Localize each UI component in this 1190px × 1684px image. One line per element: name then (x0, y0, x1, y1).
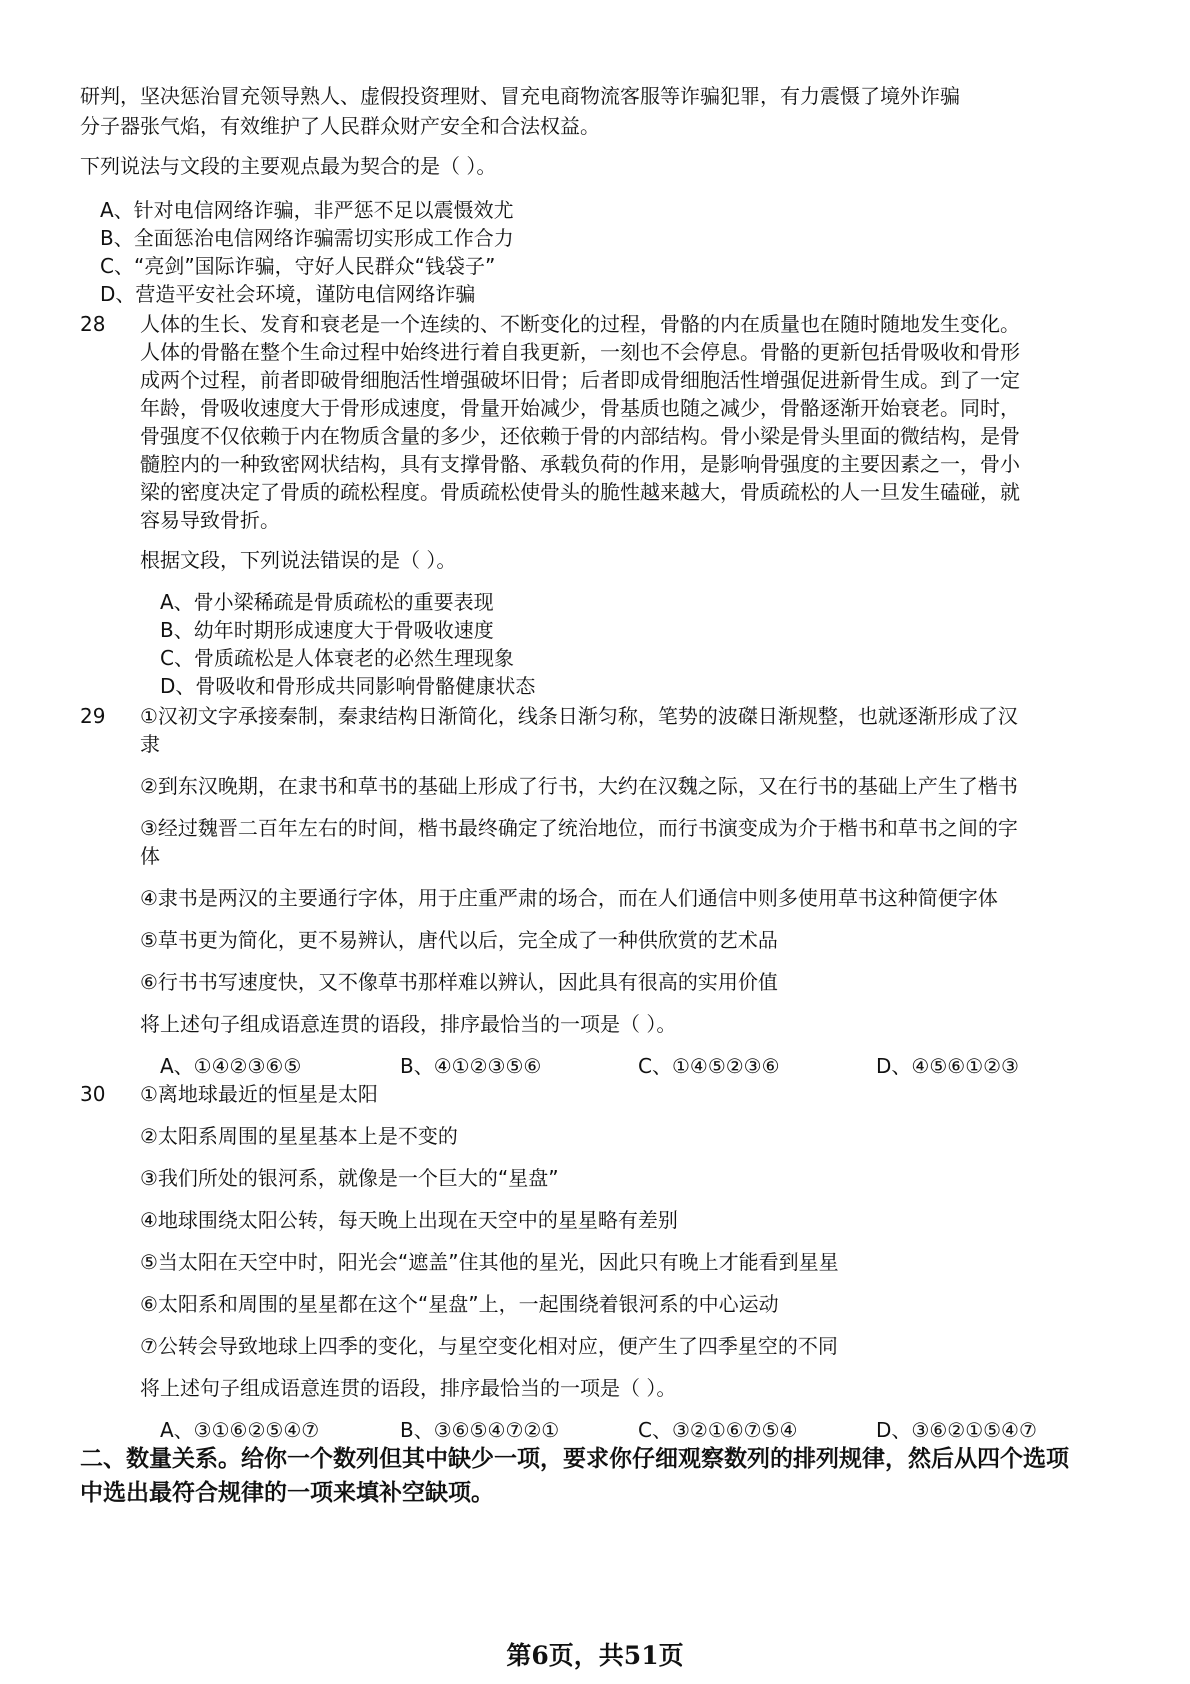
q28-passage-line: 人体的骨骼在整个生命过程中始终进行着自我更新，一刻也不会停息。骨骼的更新包括骨吸收和骨形 (140, 340, 1020, 364)
q28-option-a: A、骨小梁稀疏是骨质疏松的重要表现 (160, 590, 494, 614)
q30-sentence-2: ②太阳系周围的星星基本上是不变的 (140, 1124, 458, 1148)
q29-sentence-5: ⑤草书更为简化，更不易辨认，唐代以后，完全成了一种供欣赏的艺术品 (140, 928, 778, 952)
q27-passage-line: 分子器张气焰，有效维护了人民群众财产安全和合法权益。 (80, 114, 600, 138)
q30-number: 30 (80, 1082, 106, 1106)
q28-option-d: D、骨吸收和骨形成共同影响骨骼健康状态 (160, 674, 536, 698)
q27-option-b: B、全面惩治电信网络诈骗需切实形成工作合力 (100, 226, 514, 250)
q29-sentence-6: ⑥行书书写速度快，又不像草书那样难以辨认，因此具有很高的实用价值 (140, 970, 778, 994)
q30-sentence-7: ⑦公转会导致地球上四季的变化，与星空变化相对应，便产生了四季星空的不同 (140, 1334, 838, 1358)
q29-option-a: A、①④②③⑥⑤ (160, 1054, 302, 1078)
q29-number: 29 (80, 704, 106, 728)
q30-stem: 将上述句子组成语意连贯的语段，排序最恰当的一项是（ ）。 (140, 1376, 677, 1400)
q28-passage-line: 容易导致骨折。 (140, 508, 280, 532)
q30-sentence-1: ①离地球最近的恒星是太阳 (140, 1082, 378, 1106)
q30-sentence-4: ④地球围绕太阳公转，每天晚上出现在天空中的星星略有差别 (140, 1208, 678, 1232)
q30-option-a: A、③①⑥②⑤④⑦ (160, 1418, 320, 1442)
q29-sentence-1: ①汉初文字承接秦制，秦隶结构日渐简化，线条日渐匀称，笔势的波磔日渐规整，也就逐渐形成了汉 (140, 704, 1018, 728)
q29-sentence-1-cont: 隶 (140, 732, 160, 756)
section-heading-line: 中选出最符合规律的一项来填补空缺项。 (80, 1480, 494, 1506)
q30-sentence-3: ③我们所处的银河系，就像是一个巨大的“星盘” (140, 1166, 559, 1190)
section-heading-line: 二、数量关系。给你一个数列但其中缺少一项，要求你仔细观察数列的排列规律，然后从四个选项 (80, 1446, 1069, 1472)
q28-stem: 根据文段，下列说法错误的是（ ）。 (140, 548, 457, 572)
q30-sentence-6: ⑥太阳系和周围的星星都在这个“星盘”上，一起围绕着银河系的中心运动 (140, 1292, 779, 1316)
q28-passage-line: 骨强度不仅依赖于内在物质含量的多少，还依赖于骨的内部结构。骨小梁是骨头里面的微结构，是骨 (140, 424, 1020, 448)
q28-passage-line: 人体的生长、发育和衰老是一个连续的、不断变化的过程，骨骼的内在质量也在随时随地发生变化。 (140, 312, 1020, 336)
q27-stem: 下列说法与文段的主要观点最为契合的是（ ）。 (80, 154, 497, 178)
q28-option-b: B、幼年时期形成速度大于骨吸收速度 (160, 618, 494, 642)
q28-option-c: C、骨质疏松是人体衰老的必然生理现象 (160, 646, 514, 670)
q29-option-c: C、①④⑤②③⑥ (638, 1054, 780, 1078)
q27-option-a: A、针对电信网络诈骗，非严惩不足以震慑效尤 (100, 198, 514, 222)
q28-passage-line: 髓腔内的一种致密网状结构，具有支撑骨骼、承载负荷的作用，是影响骨强度的主要因素之一，骨小 (140, 452, 1020, 476)
q29-option-b: B、④①②③⑤⑥ (400, 1054, 542, 1078)
q27-passage-line: 研判，坚决惩治冒充领导熟人、虚假投资理财、冒充电商物流客服等诈骗犯罪，有力震慑了境外诈骗 (80, 84, 960, 108)
q29-sentence-3-cont: 体 (140, 844, 160, 868)
q29-sentence-2: ②到东汉晚期，在隶书和草书的基础上形成了行书，大约在汉魏之际，又在行书的基础上产生了楷书 (140, 774, 1018, 798)
q27-option-c: C、“亮剑”国际诈骗，守好人民群众“钱袋子” (100, 254, 496, 278)
q30-option-c: C、③②①⑥⑦⑤④ (638, 1418, 798, 1442)
q29-sentence-4: ④隶书是两汉的主要通行字体，用于庄重严肃的场合，而在人们通信中则多使用草书这种简便字体 (140, 886, 998, 910)
q28-passage-line: 梁的密度决定了骨质的疏松程度。骨质疏松使骨头的脆性越来越大，骨质疏松的人一旦发生磕碰，就 (140, 480, 1020, 504)
q29-sentence-3: ③经过魏晋二百年左右的时间，楷书最终确定了统治地位，而行书演变成为介于楷书和草书之间的字 (140, 816, 1018, 840)
q27-option-d: D、营造平安社会环境，谨防电信网络诈骗 (100, 282, 476, 306)
page-footer: 第6页，共51页 (506, 1641, 684, 1670)
q30-option-d: D、③⑥②①⑤④⑦ (876, 1418, 1037, 1442)
q28-passage-line: 成两个过程，前者即破骨细胞活性增强破坏旧骨；后者即成骨细胞活性增强促进新骨生成。到了一定 (140, 368, 1020, 392)
q30-sentence-5: ⑤当太阳在天空中时，阳光会“遮盖”住其他的星光，因此只有晚上才能看到星星 (140, 1250, 839, 1274)
q29-option-d: D、④⑤⑥①②③ (876, 1054, 1019, 1078)
q28-number: 28 (80, 312, 106, 336)
q30-option-b: B、③⑥⑤④⑦②① (400, 1418, 560, 1442)
q28-passage-line: 年龄，骨吸收速度大于骨形成速度，骨量开始减少，骨基质也随之减少，骨骼逐渐开始衰老。同时， (140, 396, 1020, 420)
q29-stem: 将上述句子组成语意连贯的语段，排序最恰当的一项是（ ）。 (140, 1012, 677, 1036)
